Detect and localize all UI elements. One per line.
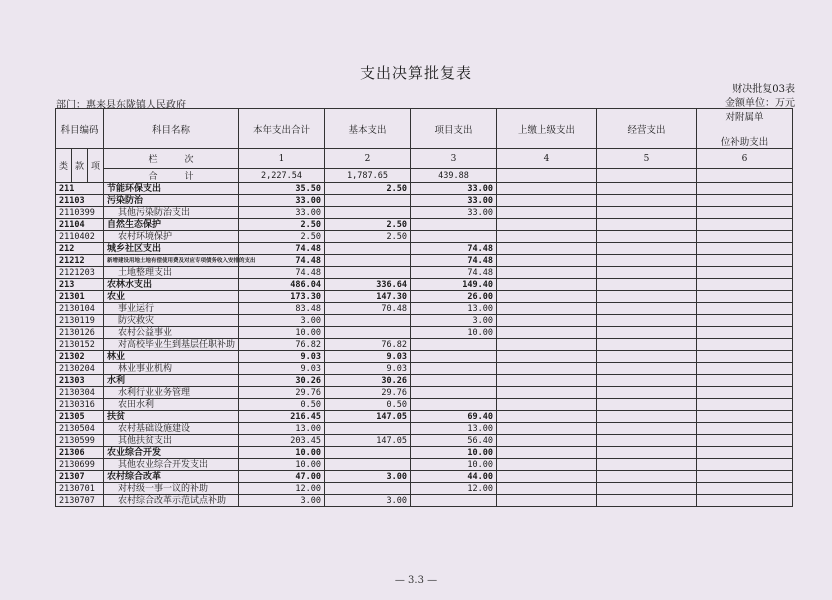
cell-upper: [497, 303, 597, 315]
cell-basic: 336.64: [325, 279, 411, 291]
cell-project: 26.00: [411, 291, 497, 303]
total-row-basic: 1,787.65: [325, 169, 411, 183]
cell-name: 节能环保支出: [104, 183, 239, 195]
cell-business: [597, 435, 697, 447]
cell-upper: [497, 495, 597, 507]
cell-business: [597, 267, 697, 279]
col-index-1: 1: [239, 149, 325, 169]
header-project: 项目支出: [411, 109, 497, 149]
cell-subsidy: [697, 195, 793, 207]
cell-subsidy: [697, 471, 793, 483]
cell-code: 2130504: [56, 423, 104, 435]
table-body: [56, 183, 793, 507]
cell-subsidy: [697, 255, 793, 267]
cell-basic: [325, 447, 411, 459]
table-row: [56, 183, 793, 195]
table-row: [56, 495, 793, 507]
table-row: [56, 255, 793, 267]
cell-code: 21307: [56, 471, 104, 483]
cell-name: 农业: [104, 291, 239, 303]
cell-name: 林业: [104, 351, 239, 363]
cell-basic: [325, 243, 411, 255]
cell-upper: [497, 483, 597, 495]
cell-basic: 147.05: [325, 411, 411, 423]
cell-business: [597, 183, 697, 195]
cell-project: 149.40: [411, 279, 497, 291]
cell-total: 173.30: [239, 291, 325, 303]
cell-upper: [497, 315, 597, 327]
cell-upper: [497, 387, 597, 399]
cell-project: 3.00: [411, 315, 497, 327]
cell-basic: 76.82: [325, 339, 411, 351]
cell-project: 33.00: [411, 207, 497, 219]
cell-upper: [497, 471, 597, 483]
cell-code: 21306: [56, 447, 104, 459]
table-row: [56, 339, 793, 351]
table-row: [56, 231, 793, 243]
table-row: [56, 291, 793, 303]
header-lei: 类: [56, 149, 72, 183]
cell-total: 74.48: [239, 243, 325, 255]
cell-subsidy: [697, 279, 793, 291]
cell-project: 74.48: [411, 267, 497, 279]
form-number: 财决批复03表: [732, 84, 795, 95]
header-subsidy-line1: 对附属单: [725, 112, 764, 123]
cell-basic: 30.26: [325, 375, 411, 387]
cell-subsidy: [697, 435, 793, 447]
cell-subsidy: [697, 447, 793, 459]
table-row: [56, 387, 793, 399]
table-row: [56, 399, 793, 411]
department-label: 部门：惠来县东陇镇人民政府: [56, 100, 186, 111]
cell-upper: [497, 267, 597, 279]
cell-business: [597, 279, 697, 291]
cell-business: [597, 471, 697, 483]
cell-subsidy: [697, 483, 793, 495]
cell-subsidy: [697, 375, 793, 387]
table-row: [56, 435, 793, 447]
cell-name: 林业事业机构: [104, 363, 239, 375]
cell-name: 农村公益事业: [104, 327, 239, 339]
header-subsidy: [697, 109, 793, 149]
cell-subsidy: [697, 327, 793, 339]
cell-business: [597, 303, 697, 315]
cell-name: 自然生态保护: [104, 219, 239, 231]
cell-code: 21302: [56, 351, 104, 363]
cell-code: 2130316: [56, 399, 104, 411]
cell-code: 2130104: [56, 303, 104, 315]
cell-upper: [497, 411, 597, 423]
cell-project: [411, 339, 497, 351]
table-row: [56, 315, 793, 327]
cell-total: 2.50: [239, 219, 325, 231]
cell-name: 农林水支出: [104, 279, 239, 291]
cell-subsidy: [697, 243, 793, 255]
cell-name: 扶贫: [104, 411, 239, 423]
cell-name: 水利: [104, 375, 239, 387]
cell-name: 农田水利: [104, 399, 239, 411]
cell-basic: [325, 423, 411, 435]
header-code: 科目编码: [56, 109, 104, 149]
cell-name: 土地整理支出: [104, 267, 239, 279]
header-basic: 基本支出: [325, 109, 411, 149]
cell-total: 203.45: [239, 435, 325, 447]
total-row-subsidy: [697, 169, 793, 183]
cell-project: 12.00: [411, 483, 497, 495]
cell-subsidy: [697, 423, 793, 435]
cell-business: [597, 423, 697, 435]
cell-subsidy: [697, 291, 793, 303]
cell-subsidy: [697, 495, 793, 507]
table-row: [56, 327, 793, 339]
cell-upper: [497, 399, 597, 411]
table-row: [56, 195, 793, 207]
cell-code: 2121203: [56, 267, 104, 279]
cell-code: 212: [56, 243, 104, 255]
cell-business: [597, 447, 697, 459]
cell-project: [411, 387, 497, 399]
cell-business: [597, 291, 697, 303]
cell-name: 其他扶贫支出: [104, 435, 239, 447]
cell-name: 农村环境保护: [104, 231, 239, 243]
cell-business: [597, 255, 697, 267]
cell-basic: [325, 255, 411, 267]
cell-project: 56.40: [411, 435, 497, 447]
cell-name: 污染防治: [104, 195, 239, 207]
cell-name: 水利行业业务管理: [104, 387, 239, 399]
cell-code: 2130152: [56, 339, 104, 351]
cell-upper: [497, 279, 597, 291]
cell-upper: [497, 435, 597, 447]
cell-code: 2110402: [56, 231, 104, 243]
total-row-business: [597, 169, 697, 183]
cell-basic: 2.50: [325, 219, 411, 231]
cell-upper: [497, 231, 597, 243]
cell-project: 33.00: [411, 195, 497, 207]
cell-project: 10.00: [411, 459, 497, 471]
cell-total: 33.00: [239, 195, 325, 207]
cell-project: [411, 399, 497, 411]
cell-code: 2130707: [56, 495, 104, 507]
cell-total: 216.45: [239, 411, 325, 423]
cell-subsidy: [697, 351, 793, 363]
cell-name: 农村综合改革: [104, 471, 239, 483]
cell-code: 21103: [56, 195, 104, 207]
cell-business: [597, 387, 697, 399]
cell-name: 农业综合开发: [104, 447, 239, 459]
cell-total: 30.26: [239, 375, 325, 387]
cell-total: 74.48: [239, 267, 325, 279]
cell-basic: 3.00: [325, 495, 411, 507]
header-name: 科目名称: [104, 109, 239, 149]
cell-name: 其他污染防治支出: [104, 207, 239, 219]
table-row: [56, 303, 793, 315]
cell-name: 新增建设用地土地有偿使用费及对应专项债务收入安排的支出: [104, 255, 239, 267]
cell-name: 农村综合改革示范试点补助: [104, 495, 239, 507]
cell-business: [597, 315, 697, 327]
cell-project: [411, 231, 497, 243]
cell-code: 21212: [56, 255, 104, 267]
cell-project: 13.00: [411, 303, 497, 315]
page-number: — 3.3 —: [394, 575, 438, 586]
cell-subsidy: [697, 363, 793, 375]
table-row: [56, 483, 793, 495]
cell-basic: [325, 267, 411, 279]
header-business: 经营支出: [597, 109, 697, 149]
cell-basic: 3.00: [325, 471, 411, 483]
table-row: [56, 375, 793, 387]
cell-total: 10.00: [239, 447, 325, 459]
table-row: [56, 207, 793, 219]
cell-upper: [497, 375, 597, 387]
total-row-project: 439.88: [411, 169, 497, 183]
cell-upper: [497, 423, 597, 435]
cell-upper: [497, 243, 597, 255]
cell-upper: [497, 291, 597, 303]
total-row-upper: [497, 169, 597, 183]
table-row: [56, 423, 793, 435]
cell-project: 74.48: [411, 255, 497, 267]
cell-code: 21104: [56, 219, 104, 231]
cell-total: 10.00: [239, 327, 325, 339]
col-index-5: 5: [597, 149, 697, 169]
cell-name: 事业运行: [104, 303, 239, 315]
cell-code: 211: [56, 183, 104, 195]
cell-project: 44.00: [411, 471, 497, 483]
cell-project: 10.00: [411, 327, 497, 339]
col-index-6: 6: [697, 149, 793, 169]
cell-basic: 0.50: [325, 399, 411, 411]
table-row: [56, 279, 793, 291]
cell-basic: [325, 459, 411, 471]
cell-name: 农村基础设施建设: [104, 423, 239, 435]
cell-subsidy: [697, 303, 793, 315]
total-row-label: 合 计: [104, 169, 239, 183]
cell-upper: [497, 447, 597, 459]
cell-upper: [497, 363, 597, 375]
table-row: [56, 471, 793, 483]
table-row: [56, 411, 793, 423]
cell-subsidy: [697, 387, 793, 399]
header-kuan: 款: [72, 149, 88, 183]
cell-business: [597, 375, 697, 387]
table-row: [56, 459, 793, 471]
report-title: 支出决算批复表: [359, 64, 472, 82]
cell-subsidy: [697, 459, 793, 471]
cell-total: 74.48: [239, 255, 325, 267]
cell-code: 2130126: [56, 327, 104, 339]
col-index-4: 4: [497, 149, 597, 169]
header-lanci: 栏 次: [104, 149, 239, 169]
cell-business: [597, 459, 697, 471]
cell-total: 3.00: [239, 315, 325, 327]
cell-code: 2110399: [56, 207, 104, 219]
table-row: [56, 267, 793, 279]
cell-business: [597, 327, 697, 339]
cell-project: [411, 219, 497, 231]
cell-basic: [325, 327, 411, 339]
cell-business: [597, 195, 697, 207]
cell-project: 33.00: [411, 183, 497, 195]
expenditure-table: [55, 108, 793, 507]
cell-subsidy: [697, 411, 793, 423]
cell-subsidy: [697, 183, 793, 195]
cell-total: 83.48: [239, 303, 325, 315]
cell-total: 9.03: [239, 351, 325, 363]
header-xiang: 项: [88, 149, 104, 183]
cell-basic: 29.76: [325, 387, 411, 399]
table-row: [56, 351, 793, 363]
cell-business: [597, 339, 697, 351]
cell-project: 13.00: [411, 423, 497, 435]
cell-upper: [497, 183, 597, 195]
cell-upper: [497, 255, 597, 267]
cell-subsidy: [697, 231, 793, 243]
cell-project: [411, 351, 497, 363]
cell-basic: 2.50: [325, 183, 411, 195]
cell-business: [597, 243, 697, 255]
cell-code: 21301: [56, 291, 104, 303]
header-upper: 上缴上级支出: [497, 109, 597, 149]
cell-business: [597, 219, 697, 231]
cell-upper: [497, 207, 597, 219]
cell-basic: 147.30: [325, 291, 411, 303]
col-index-2: 2: [325, 149, 411, 169]
cell-subsidy: [697, 219, 793, 231]
cell-upper: [497, 327, 597, 339]
cell-business: [597, 351, 697, 363]
cell-total: 9.03: [239, 363, 325, 375]
cell-project: 74.48: [411, 243, 497, 255]
cell-business: [597, 231, 697, 243]
cell-total: 10.00: [239, 459, 325, 471]
cell-basic: [325, 207, 411, 219]
cell-total: 47.00: [239, 471, 325, 483]
cell-basic: [325, 195, 411, 207]
cell-basic: [325, 315, 411, 327]
cell-project: [411, 495, 497, 507]
total-row-total: 2,227.54: [239, 169, 325, 183]
cell-business: [597, 363, 697, 375]
cell-total: 33.00: [239, 207, 325, 219]
header-total: 本年支出合计: [239, 109, 325, 149]
cell-basic: 9.03: [325, 363, 411, 375]
cell-project: [411, 375, 497, 387]
cell-upper: [497, 351, 597, 363]
cell-subsidy: [697, 207, 793, 219]
cell-subsidy: [697, 339, 793, 351]
cell-code: 213: [56, 279, 104, 291]
cell-total: 0.50: [239, 399, 325, 411]
cell-code: 2130701: [56, 483, 104, 495]
table-row: [56, 219, 793, 231]
cell-code: 2130119: [56, 315, 104, 327]
cell-basic: 70.48: [325, 303, 411, 315]
cell-business: [597, 399, 697, 411]
cell-total: 35.50: [239, 183, 325, 195]
cell-subsidy: [697, 399, 793, 411]
cell-total: 29.76: [239, 387, 325, 399]
cell-code: 21303: [56, 375, 104, 387]
cell-upper: [497, 195, 597, 207]
cell-name: 城乡社区支出: [104, 243, 239, 255]
cell-project: 10.00: [411, 447, 497, 459]
cell-code: 21305: [56, 411, 104, 423]
header-subsidy-line2: 位补助支出: [720, 137, 769, 148]
cell-total: 486.04: [239, 279, 325, 291]
cell-code: 2130599: [56, 435, 104, 447]
cell-name: 防灾救灾: [104, 315, 239, 327]
cell-basic: [325, 483, 411, 495]
cell-subsidy: [697, 267, 793, 279]
cell-code: 2130699: [56, 459, 104, 471]
cell-total: 2.50: [239, 231, 325, 243]
cell-name: 对村级一事一议的补助: [104, 483, 239, 495]
cell-name: 对高校毕业生到基层任职补助: [104, 339, 239, 351]
cell-upper: [497, 219, 597, 231]
cell-total: 13.00: [239, 423, 325, 435]
cell-business: [597, 495, 697, 507]
cell-business: [597, 483, 697, 495]
cell-subsidy: [697, 315, 793, 327]
table-row: [56, 363, 793, 375]
cell-upper: [497, 459, 597, 471]
cell-basic: 2.50: [325, 231, 411, 243]
cell-business: [597, 207, 697, 219]
cell-total: 76.82: [239, 339, 325, 351]
cell-name: 其他农业综合开发支出: [104, 459, 239, 471]
cell-total: 3.00: [239, 495, 325, 507]
table-row: [56, 243, 793, 255]
cell-code: 2130304: [56, 387, 104, 399]
cell-business: [597, 411, 697, 423]
table-row: [56, 447, 793, 459]
cell-basic: 147.05: [325, 435, 411, 447]
cell-upper: [497, 339, 597, 351]
col-index-3: 3: [411, 149, 497, 169]
cell-total: 12.00: [239, 483, 325, 495]
cell-code: 2130204: [56, 363, 104, 375]
amount-unit: 金额单位：万元: [725, 98, 795, 109]
cell-project: 69.40: [411, 411, 497, 423]
cell-basic: 9.03: [325, 351, 411, 363]
cell-project: [411, 363, 497, 375]
